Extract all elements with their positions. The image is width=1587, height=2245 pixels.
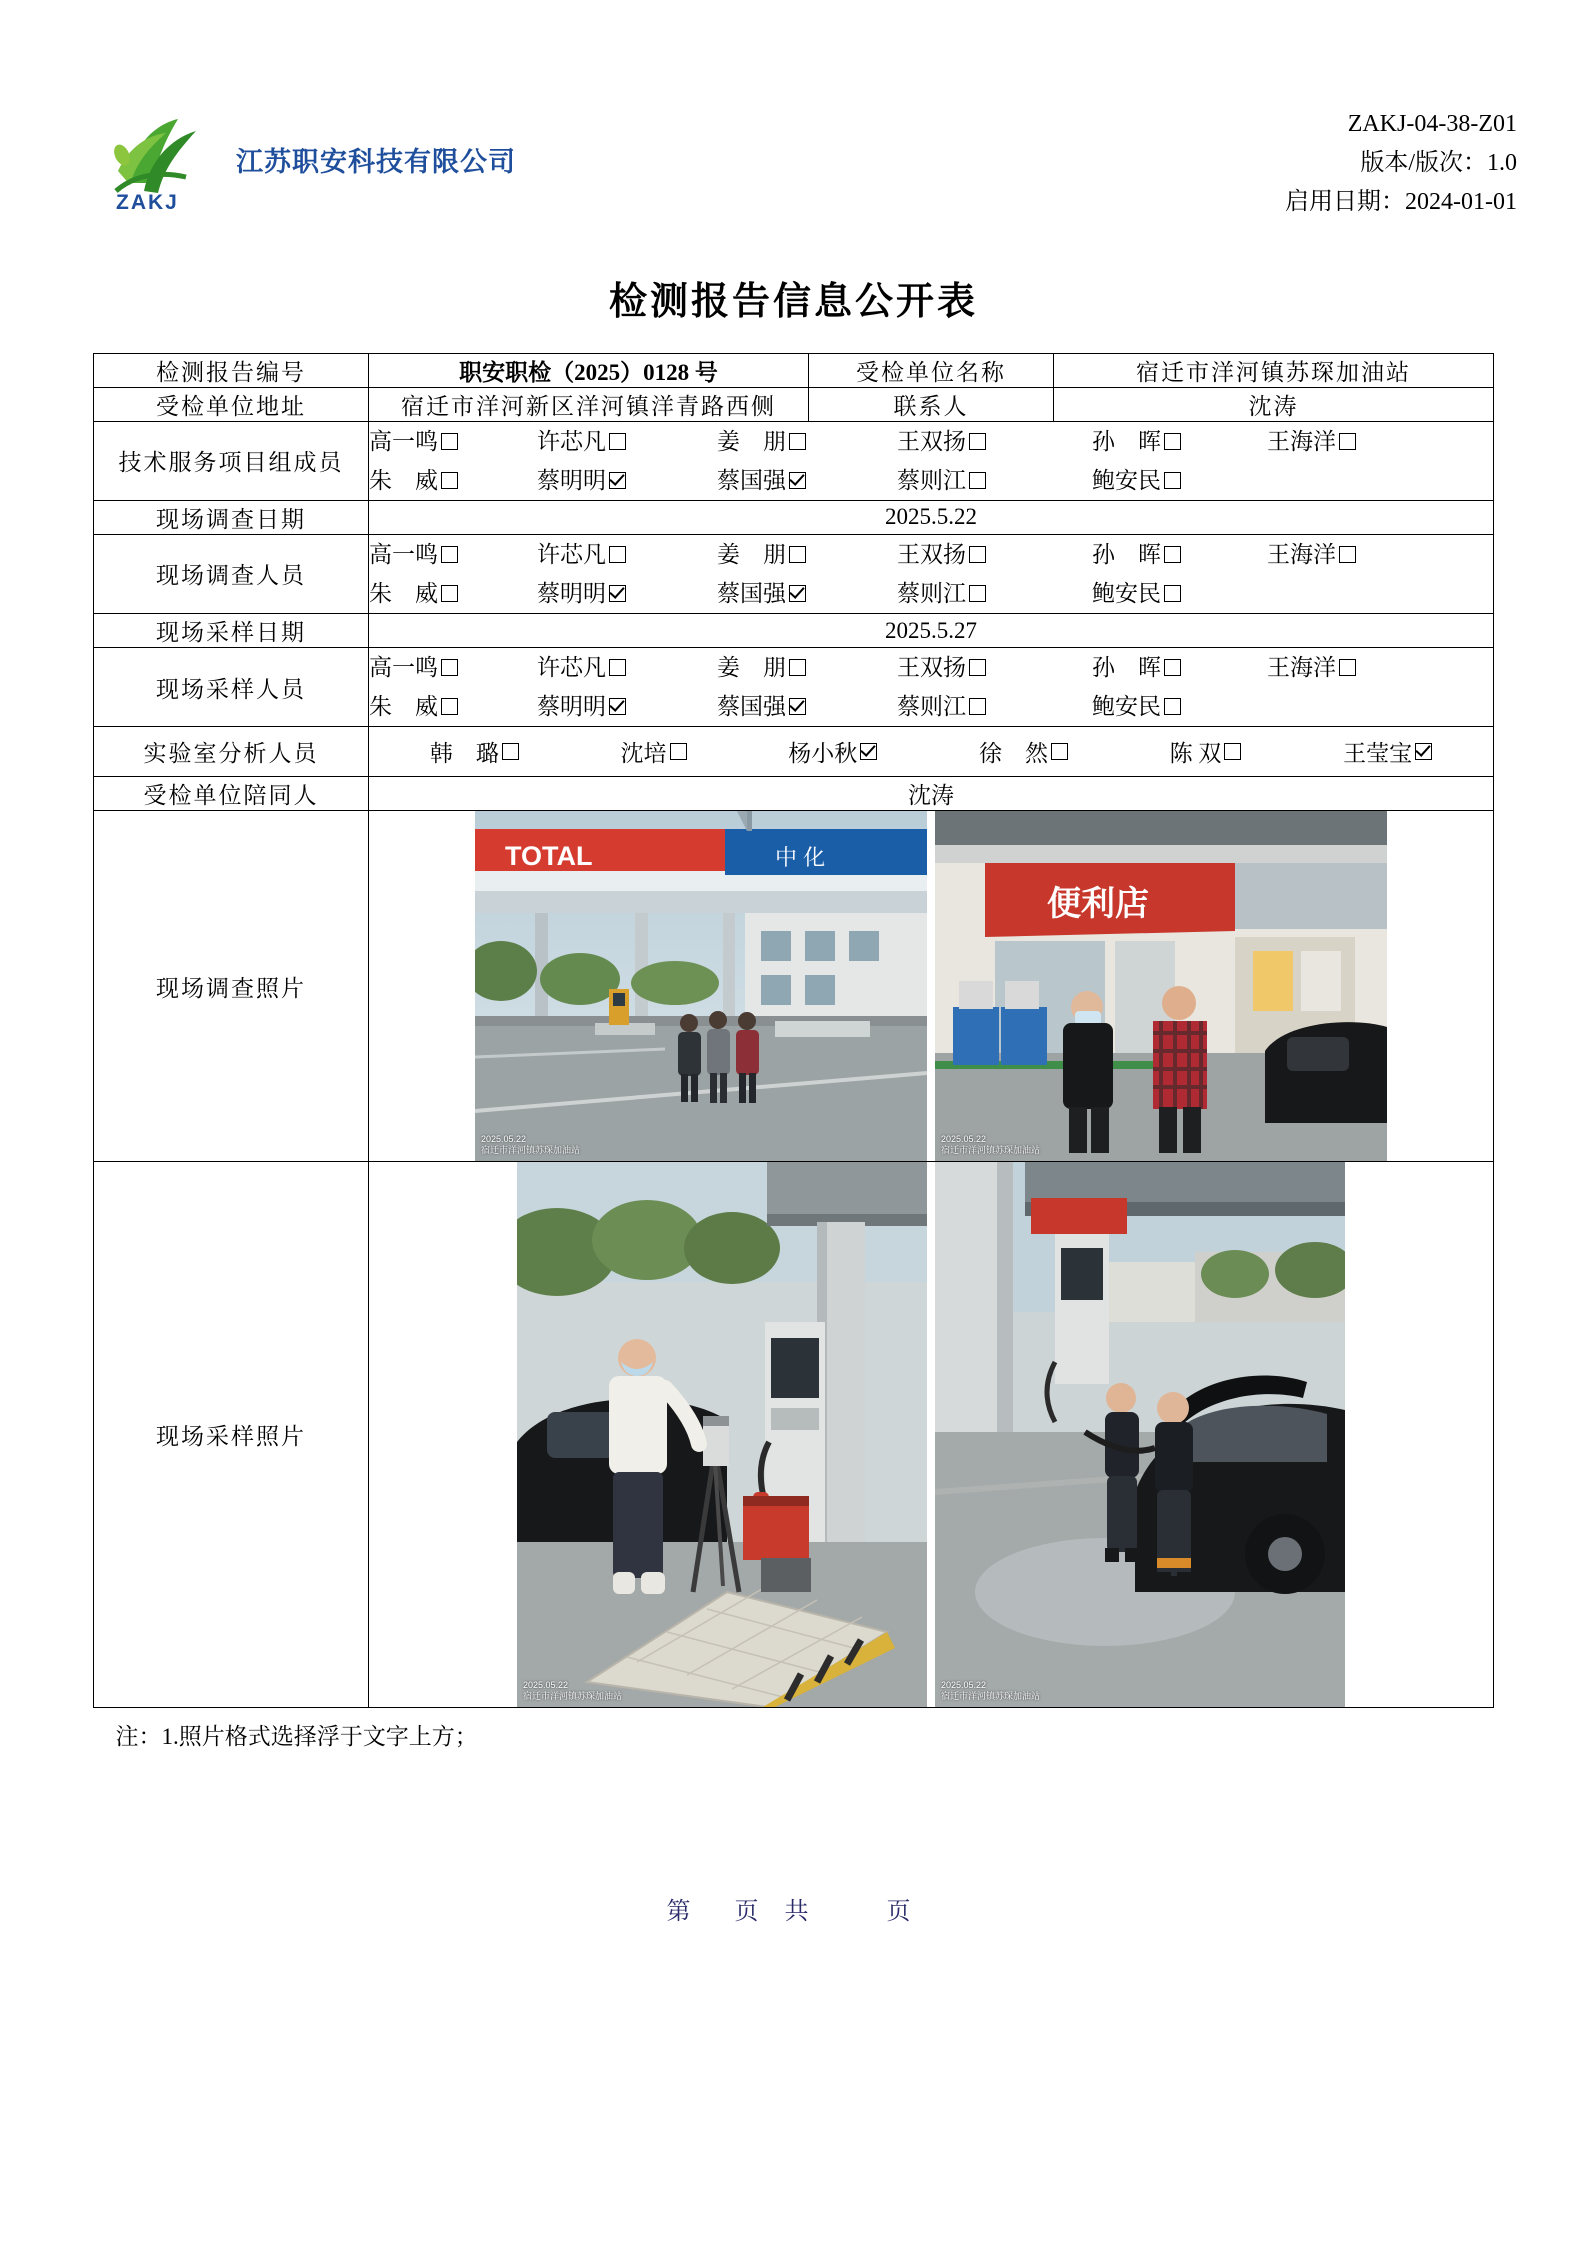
checkbox[interactable] (441, 433, 458, 450)
checkbox[interactable] (1164, 472, 1181, 489)
person-name: 蔡明明 (537, 580, 606, 606)
person-name: 王海洋 (1267, 655, 1336, 680)
person-name: 高一鸣 (369, 428, 438, 454)
person-checkbox-item[interactable] (788, 735, 877, 768)
person-checkbox-item[interactable] (537, 648, 717, 687)
person-checkbox-item[interactable] (537, 574, 717, 613)
survey-photos-cell (369, 811, 1494, 1162)
person-name: 蔡国强 (717, 467, 786, 493)
team-members-checklist (369, 421, 1494, 500)
person-name: 王双扬 (897, 428, 966, 454)
person-name: 蔡则江 (897, 694, 966, 720)
checkbox[interactable] (441, 659, 458, 676)
checkbox[interactable] (1164, 546, 1181, 563)
checkbox[interactable] (609, 585, 626, 602)
table-note: 注：1.照片格式选择浮于文字上方； (115, 1724, 478, 1750)
person-name: 高一鸣 (369, 541, 438, 567)
person-checkbox-item[interactable] (1092, 535, 1267, 574)
sampling-row-2 (369, 687, 1493, 726)
checkbox[interactable] (1339, 546, 1356, 563)
page-footer: 第 页 共 页 (666, 1899, 921, 1926)
checkbox[interactable] (789, 585, 806, 602)
photo-timestamp: 2025.05.22 宿迁市洋河镇苏琛加油站 (941, 1133, 1041, 1155)
table-row (94, 353, 1494, 387)
document-effective-date: 启用日期：2024-01-01 (1285, 188, 1517, 215)
person-checkbox-item[interactable] (369, 648, 537, 687)
company-name: 江苏职安科技有限公司 (236, 146, 516, 177)
checkbox[interactable] (969, 698, 986, 715)
svg-text:中 化: 中 化 (775, 845, 826, 871)
survey-row-2 (369, 574, 1493, 613)
checkbox[interactable] (609, 546, 626, 563)
person-checkbox-item[interactable] (897, 648, 1092, 687)
sampling-photos-label: 现场采样照片 (94, 1162, 369, 1708)
checkbox[interactable] (789, 546, 806, 563)
photo-survey-2 (935, 811, 1387, 1161)
person-name: 王海洋 (1267, 428, 1336, 454)
person-checkbox-item[interactable] (717, 574, 897, 613)
checkbox[interactable] (969, 585, 986, 602)
checkbox[interactable] (1051, 743, 1068, 760)
contact-label: 联系人 (809, 387, 1054, 421)
person-checkbox-item[interactable] (369, 422, 537, 461)
client-name-label: 受检单位名称 (809, 353, 1054, 387)
checkbox[interactable] (789, 698, 806, 715)
person-checkbox-item[interactable] (717, 422, 897, 461)
survey-people-label: 现场调查人员 (94, 534, 369, 613)
person-name: 蔡则江 (897, 580, 966, 606)
checkbox[interactable] (969, 659, 986, 676)
client-address-value: 宿迁市洋河新区洋河镇洋青路西侧 (369, 387, 809, 421)
person-name: 沈培 (620, 741, 667, 767)
checkbox[interactable] (1224, 743, 1241, 760)
person-name: 朱 威 (369, 580, 438, 606)
lab-people-label: 实验室分析人员 (94, 727, 369, 777)
person-checkbox-item[interactable] (1092, 648, 1267, 687)
table-row (94, 387, 1494, 421)
table-row (94, 727, 1494, 777)
person-checkbox-item[interactable] (537, 461, 717, 500)
table-row (94, 500, 1494, 534)
person-checkbox-item[interactable] (1092, 461, 1267, 500)
person-name: 蔡国强 (717, 580, 786, 606)
person-checkbox-item[interactable] (897, 422, 1092, 461)
person-checkbox-item[interactable] (717, 648, 897, 687)
sampling-people-checklist (369, 648, 1494, 727)
table-row (94, 614, 1494, 648)
client-name-value: 宿迁市洋河镇苏琛加油站 (1054, 353, 1494, 387)
person-name: 王双扬 (897, 655, 966, 680)
person-name: 王海洋 (1267, 541, 1336, 567)
lab-people-checklist (369, 727, 1494, 777)
person-name: 孙 晖 (1092, 428, 1161, 454)
person-name: 孙 晖 (1092, 541, 1161, 567)
person-name: 蔡国强 (717, 694, 786, 720)
person-checkbox-item[interactable] (369, 687, 537, 726)
person-checkbox-item[interactable] (897, 461, 1092, 500)
person-checkbox-item[interactable] (369, 461, 537, 500)
photo-survey-1 (475, 811, 927, 1161)
svg-text:便利店: 便利店 (1047, 885, 1149, 924)
photo-timestamp: 2025.05.22 宿迁市洋河镇苏琛加油站 (523, 1679, 623, 1701)
client-address-label: 受检单位地址 (94, 387, 369, 421)
survey-date-label: 现场调查日期 (94, 500, 369, 534)
table-row (94, 648, 1494, 727)
person-name: 许芯凡 (537, 541, 606, 567)
checkbox[interactable] (502, 743, 519, 760)
person-name: 许芯凡 (537, 655, 606, 680)
person-checkbox-item[interactable] (897, 687, 1092, 726)
table-row (94, 777, 1494, 811)
page-title: 检测报告信息公开表 (608, 280, 978, 323)
person-checkbox-item[interactable] (430, 735, 519, 768)
checkbox[interactable] (670, 743, 687, 760)
checkbox[interactable] (860, 743, 877, 760)
person-checkbox-item[interactable] (1092, 687, 1267, 726)
company-brand (100, 105, 516, 213)
checkbox[interactable] (1164, 433, 1181, 450)
person-checkbox-item[interactable] (1343, 735, 1432, 768)
checkbox[interactable] (441, 585, 458, 602)
photo-sampling-2 (935, 1162, 1345, 1707)
person-checkbox-item[interactable] (537, 535, 717, 574)
table-row (94, 1162, 1494, 1708)
sampling-date-value: 2025.5.27 (369, 614, 1494, 648)
document-version: 版本/版次：1.0 (1360, 149, 1517, 176)
table-row (94, 421, 1494, 500)
page-header (0, 0, 1587, 222)
person-name: 王莹宝 (1343, 741, 1413, 767)
person-name: 鲍安民 (1092, 580, 1161, 606)
team-row-1 (369, 422, 1493, 461)
person-checkbox-item[interactable] (621, 735, 687, 768)
checkbox[interactable] (1164, 585, 1181, 602)
team-label: 技术服务项目组成员 (94, 421, 369, 500)
person-checkbox-item[interactable] (717, 687, 897, 726)
checkbox[interactable] (1164, 659, 1181, 676)
person-checkbox-item[interactable] (537, 422, 717, 461)
person-name: 姜 朋 (717, 428, 786, 454)
person-name: 徐 然 (978, 741, 1048, 767)
person-name: 孙 晖 (1092, 655, 1161, 680)
table-row (94, 534, 1494, 613)
person-name: 杨小秋 (788, 741, 858, 767)
report-no-value: 职安职检（2025）0128 号 (369, 353, 809, 387)
person-name: 许芯凡 (537, 428, 606, 454)
checkbox[interactable] (441, 472, 458, 489)
sampling-photos-cell (369, 1162, 1494, 1708)
person-name: 韩 璐 (429, 741, 499, 767)
person-checkbox-item[interactable] (1092, 422, 1267, 461)
checkbox[interactable] (1164, 698, 1181, 715)
person-name: 蔡明明 (537, 467, 606, 493)
checkbox[interactable] (1415, 743, 1432, 760)
person-checkbox-item[interactable] (717, 461, 897, 500)
person-checkbox-item[interactable] (897, 574, 1092, 613)
person-name: 朱 威 (369, 467, 438, 493)
person-checkbox-item[interactable] (369, 535, 537, 574)
person-name: 鲍安民 (1092, 694, 1161, 720)
person-name: 高一鸣 (369, 655, 438, 680)
company-logo-icon (100, 105, 218, 213)
person-checkbox-item[interactable] (1267, 535, 1437, 574)
checkbox[interactable] (1339, 659, 1356, 676)
checkbox[interactable] (441, 546, 458, 563)
checkbox[interactable] (969, 472, 986, 489)
person-name: 朱 威 (369, 694, 438, 720)
checkbox[interactable] (609, 659, 626, 676)
accompany-value: 沈涛 (369, 777, 1494, 811)
accompany-label: 受检单位陪同人 (94, 777, 369, 811)
person-checkbox-item[interactable] (537, 687, 717, 726)
person-name: 蔡则江 (897, 467, 966, 493)
sampling-people-label: 现场采样人员 (94, 648, 369, 727)
person-checkbox-item[interactable] (897, 535, 1092, 574)
person-checkbox-item[interactable] (717, 535, 897, 574)
table-row (94, 811, 1494, 1162)
person-checkbox-item[interactable] (1267, 648, 1437, 687)
team-row-2 (369, 461, 1493, 500)
person-name: 姜 朋 (717, 541, 786, 567)
checkbox[interactable] (969, 546, 986, 563)
survey-date-value: 2025.5.22 (369, 500, 1494, 534)
photo-timestamp: 2025.05.22 宿迁市洋河镇苏琛加油站 (941, 1679, 1041, 1701)
person-checkbox-item[interactable] (369, 574, 537, 613)
document-number: ZAKJ-04-38-Z01 (1347, 111, 1517, 137)
person-checkbox-item[interactable] (1170, 735, 1242, 768)
survey-photos-label: 现场调查照片 (94, 811, 369, 1162)
checkbox[interactable] (789, 472, 806, 489)
person-checkbox-item[interactable] (1267, 422, 1437, 461)
svg-text:TOTAL: TOTAL (505, 841, 593, 872)
checkbox[interactable] (789, 433, 806, 450)
person-name: 鲍安民 (1092, 467, 1161, 493)
person-checkbox-item[interactable] (1092, 574, 1267, 613)
photo-sampling-1 (517, 1162, 927, 1707)
checkbox[interactable] (441, 698, 458, 715)
person-name: 蔡明明 (537, 694, 606, 720)
checkbox[interactable] (609, 472, 626, 489)
report-no-label: 检测报告编号 (94, 353, 369, 387)
photo-timestamp: 2025.05.22 宿迁市洋河镇苏琛加油站 (481, 1133, 581, 1155)
survey-people-checklist (369, 534, 1494, 613)
svg-text:ZAKJ: ZAKJ (116, 191, 179, 213)
report-info-table (93, 353, 1494, 1709)
contact-value: 沈涛 (1054, 387, 1494, 421)
checkbox[interactable] (969, 433, 986, 450)
person-checkbox-item[interactable] (979, 735, 1068, 768)
person-name: 陈 双 (1169, 741, 1222, 767)
checkbox[interactable] (789, 659, 806, 676)
person-name: 王双扬 (897, 541, 966, 567)
document-meta (1285, 105, 1517, 222)
checkbox[interactable] (1339, 433, 1356, 450)
person-name: 姜 朋 (717, 655, 786, 680)
checkbox[interactable] (609, 433, 626, 450)
checkbox[interactable] (609, 698, 626, 715)
survey-row-1 (369, 535, 1493, 574)
sampling-date-label: 现场采样日期 (94, 614, 369, 648)
sampling-row-1 (369, 648, 1493, 687)
